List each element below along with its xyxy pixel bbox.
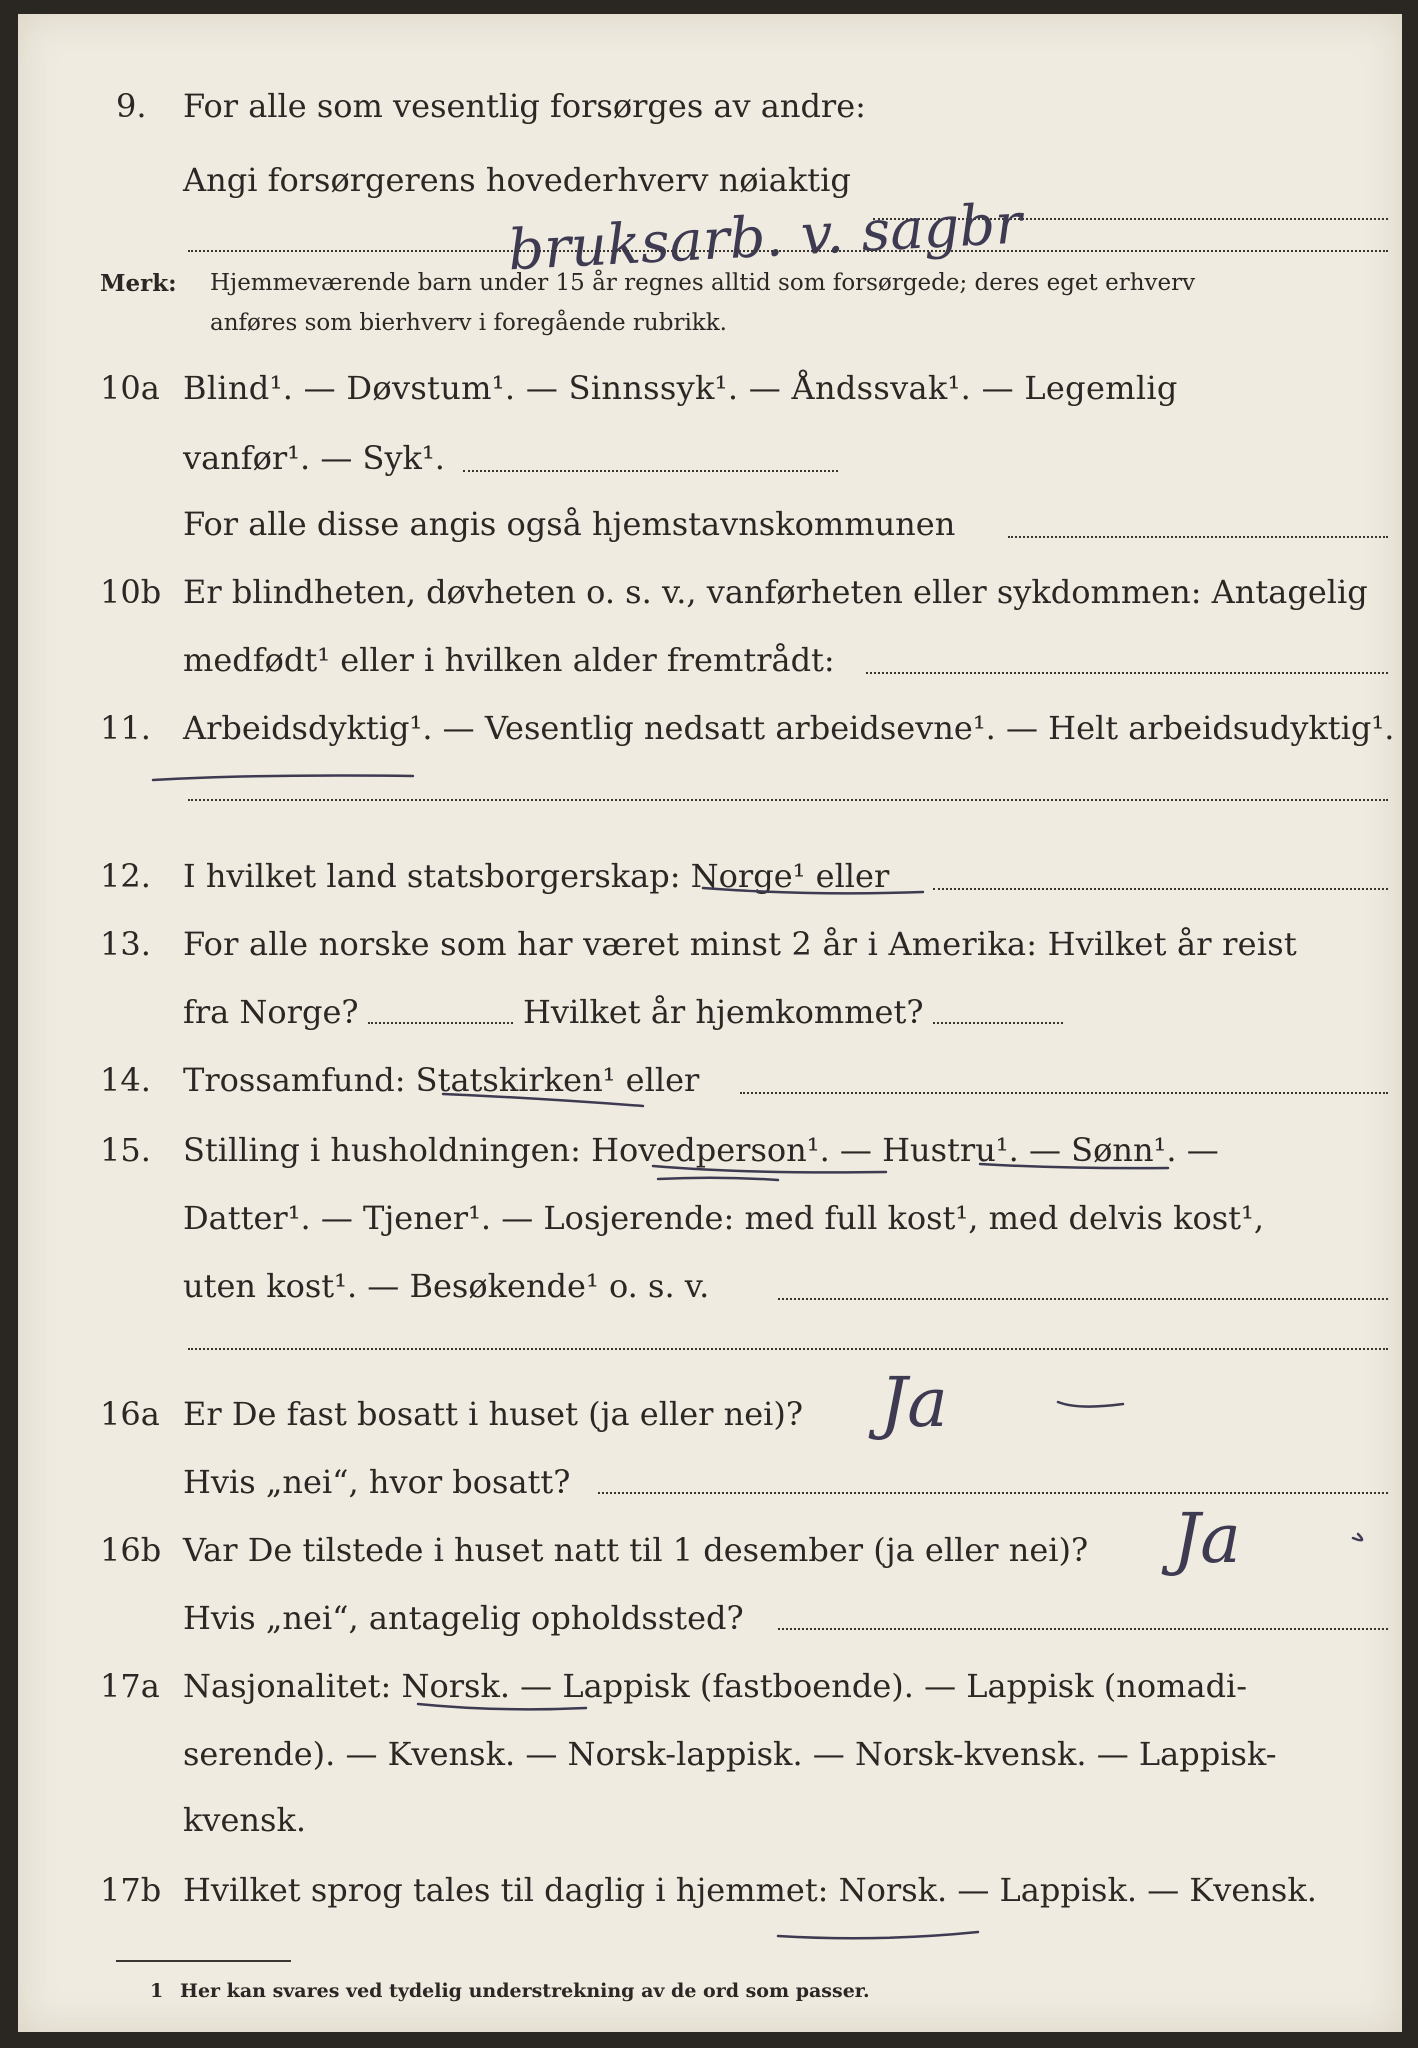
q15-number: 15. — [100, 1131, 151, 1169]
q16a-line2: Hvis „nei“, hvor bosatt? — [183, 1463, 571, 1501]
q17a-line3: kvensk. — [183, 1801, 306, 1839]
q12-line1: I hvilket land statsborgerskap: Norge¹ eller — [183, 857, 890, 895]
census-form-page — [18, 14, 1402, 2032]
footnote-text: Her kan svares ved tydelig understrekning av de ord som passer. — [180, 1980, 870, 2002]
merk-label: Merk: — [100, 270, 177, 297]
q16a-handwritten-answer[interactable]: Ja — [880, 1364, 948, 1443]
q9-question-line1: For alle som vesentlig forsørges av andre: — [183, 87, 866, 125]
merk-line2: anføres som bierhverv i foregående rubrikk. — [210, 310, 727, 336]
underline-norge — [703, 888, 923, 893]
q10a-number: 10a — [100, 369, 160, 407]
q9-question-line2: Angi forsørgerens hovederhverv nøiaktig — [183, 161, 851, 199]
underline-arbeidsdyktig — [153, 776, 413, 781]
q10b-number: 10b — [100, 573, 162, 611]
scribble-hovedperson — [658, 1178, 778, 1180]
q17a-number: 17a — [100, 1667, 160, 1705]
q10b-line1: Er blindheten, døvheten o. s. v., vanførheten eller sykdommen: Antagelig — [183, 573, 1368, 611]
footnote-mark: 1 — [150, 1980, 164, 2002]
underline-statskirken — [443, 1094, 643, 1106]
merk-line1: Hjemmeværende barn under 15 år regnes alltid som forsørgede; deres eget erhverv — [210, 270, 1196, 296]
q9-handwritten-answer[interactable]: bruksarb. v. sagbr — [506, 191, 1024, 284]
q11-line1: Arbeidsdyktig¹. — Vesentlig nedsatt arbeidsevne¹. — Helt arbeidsudyktig¹. — [183, 709, 1395, 747]
q13-number: 13. — [100, 925, 151, 963]
q10b-line2: medfødt¹ eller i hvilken alder fremtrådt: — [183, 641, 835, 679]
q16b-line1: Var De tilstede i huset natt til 1 desember (ja eller nei)? — [183, 1531, 1089, 1569]
ink-stroke-16a — [1058, 1402, 1123, 1407]
ink-underlines — [18, 14, 1402, 2032]
q10a-line1: Blind¹. — Døvstum¹. — Sinnssyk¹. — Åndssvak¹. — Legemlig — [183, 369, 1178, 407]
q16b-number: 16b — [100, 1531, 162, 1569]
q16a-line1: Er De fast bosatt i huset (ja eller nei)? — [183, 1395, 804, 1433]
q17b-line1: Hvilket sprog tales til daglig i hjemmet: Norsk. — Lappisk. — Kvensk. — [183, 1871, 1317, 1909]
underline-norsk-sprog — [778, 1932, 978, 1938]
q10a-line3: For alle disse angis også hjemstavnskommunen — [183, 505, 956, 543]
q11-number: 11. — [100, 709, 151, 747]
q16a-number: 16a — [100, 1395, 160, 1433]
q13-line2a: fra Norge? — [183, 993, 359, 1031]
q17b-number: 17b — [100, 1871, 162, 1909]
underline-norsk-nasjonalitet — [418, 1704, 586, 1709]
q12-number: 12. — [100, 857, 151, 895]
q16b-line2: Hvis „nei“, antagelig opholdssted? — [183, 1599, 744, 1637]
q14-line1: Trossamfund: Statskirken¹ eller — [183, 1061, 700, 1099]
q17a-line2: serende). — Kvensk. — Norsk-lappisk. — Norsk-kvensk. — Lappisk- — [183, 1735, 1277, 1773]
q14-number: 14. — [100, 1061, 151, 1099]
q10a-line2: vanfør¹. — Syk¹. — [183, 439, 445, 477]
q13-line2b: Hvilket år hjemkommet? — [523, 993, 924, 1031]
underline-hustru — [980, 1164, 1168, 1168]
q9-number: 9. — [116, 87, 147, 125]
q15-line3: uten kost¹. — Besøkende¹ o. s. v. — [183, 1267, 710, 1305]
underline-hovedperson — [653, 1166, 886, 1172]
q13-line1: For alle norske som har været minst 2 år i Amerika: Hvilket år reist — [183, 925, 1297, 963]
q17a-line1: Nasjonalitet: Norsk. — Lappisk (fastboende). — Lappisk (nomadi- — [183, 1667, 1248, 1705]
q16b-handwritten-answer[interactable]: Ja — [1173, 1500, 1241, 1579]
q15-line2: Datter¹. — Tjener¹. — Losjerende: med full kost¹, med delvis kost¹, — [183, 1199, 1265, 1237]
q15-line1: Stilling i husholdningen: Hovedperson¹. — Hustru¹. — Sønn¹. — — [183, 1131, 1219, 1169]
ink-stroke-16b — [1353, 1534, 1362, 1540]
